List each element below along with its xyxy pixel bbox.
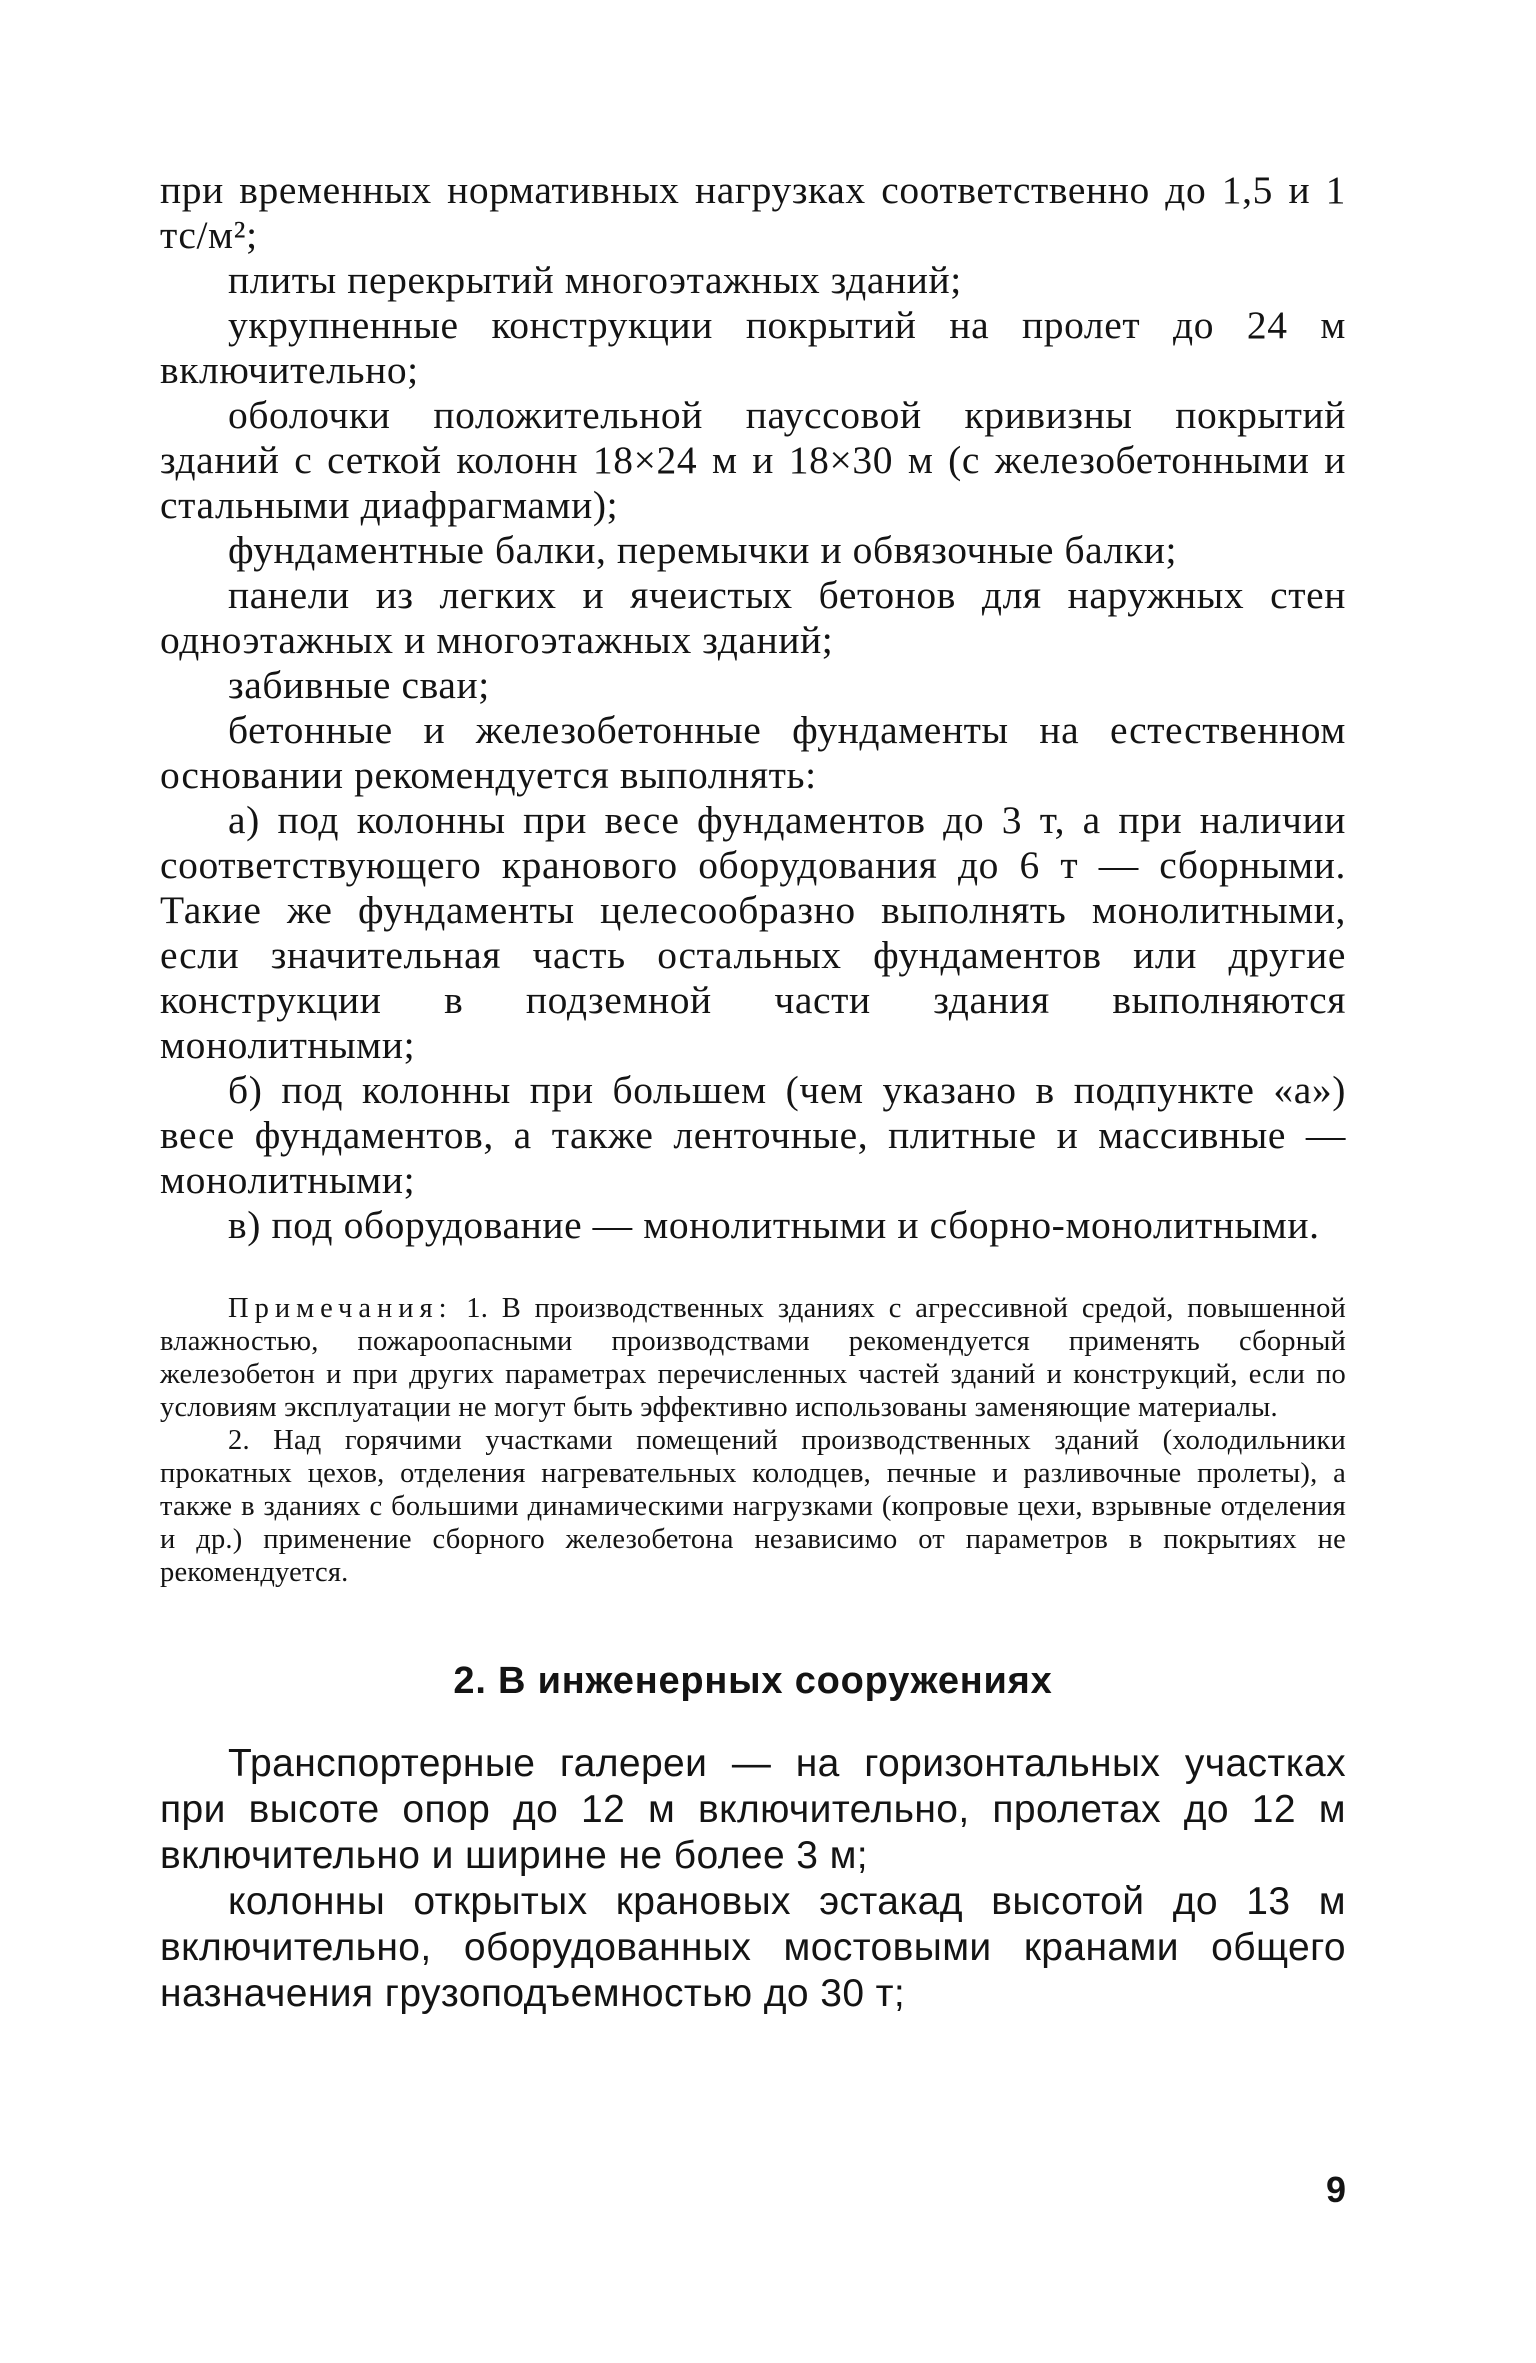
section-2-text (160, 1741, 1346, 2017)
document-page (160, 168, 1346, 2017)
paragraph-conveyor-galleries: Транспортерные галереи — на горизонтальных участках при высоте опор до 12 м включительно, пролетах до 12 м включительно и ширине не более 3 м; (160, 1742, 1346, 1877)
paragraph-continuation: при временных нормативных нагрузках соответственно до 1,5 и 1 тс/м²; (160, 168, 1346, 257)
list-item-floor-slabs: плиты перекрытий многоэтажных зданий; (228, 258, 962, 302)
note-1 (160, 1292, 1346, 1424)
section-heading: 2. В инженерных сооружениях (453, 1660, 1053, 1702)
subitem-b: б) под колонны при большем (чем указано в подпункте «а») весе фундаментов, а также ленточные, плитные и массивные — монолитными; (160, 1068, 1346, 1202)
list-item-panels: панели из легких и ячеистых бетонов для наружных стен одноэтажных и многоэтажных зданий; (160, 573, 1346, 662)
subitem-a: а) под колонны при весе фундаментов до 3 т, а при наличии соответствующего кранового оборудования до 6 т — сборными. Такие же фундаменты целесообразно выполнять монолитными, если значительная часть остальных фундаментов или другие конструкции в подземной части здания выполняются монолитными; (160, 798, 1346, 1067)
list-item-foundation-beams: фундаментные балки, перемычки и обвязочные балки; (228, 528, 1178, 572)
list-item-foundations: бетонные и железобетонные фундаменты на естественном основании рекомендуется выполнять: (160, 708, 1346, 797)
list-item-shells: оболочки положительной пауссовой кривизны покрытий зданий с сеткой колонн 18×24 м и 18×30 м (с железобетонными и стальными диафрагмами); (160, 393, 1346, 527)
main-text (160, 168, 1346, 1248)
note-2: 2. Над горячими участками помещений производственных зданий (холодильники прокатных цехов, отделения нагревательных колодцев, печные и разливочные пролеты), а также в зданиях с большими динамическими нагрузками (копровые цехи, взрывные отделения и др.) применение сборного железобетона независимо от параметров в покрытиях не рекомендуется. (160, 1425, 1346, 1588)
subitem-v: в) под оборудование — монолитными и сборно-монолитными. (228, 1203, 1320, 1247)
notes-block (160, 1292, 1346, 1589)
page-number: 9 (1325, 2169, 1346, 2210)
list-item-roof-structures: укрупненные конструкции покрытий на пролет до 24 м включительно; (160, 303, 1346, 392)
note-1-text: 1. В производственных зданиях с агрессивной средой, повышенной влажностью, пожароопасными производствами рекомендуется применять сборный железобетон и при других параметрах перечисленных частей зданий и конструкций, если по условиям эксплуатации не могут быть эффективно использованы заменяющие материалы. (160, 1293, 1347, 1423)
paragraph-crane-columns: колонны открытых крановых эстакад высотой до 13 м включительно, оборудованных мостовыми кранами общего назначения грузоподъемностью до 30 т; (160, 1880, 1346, 2015)
notes-title: Примечания: (228, 1293, 453, 1324)
list-item-piles: забивные сваи; (228, 663, 490, 707)
